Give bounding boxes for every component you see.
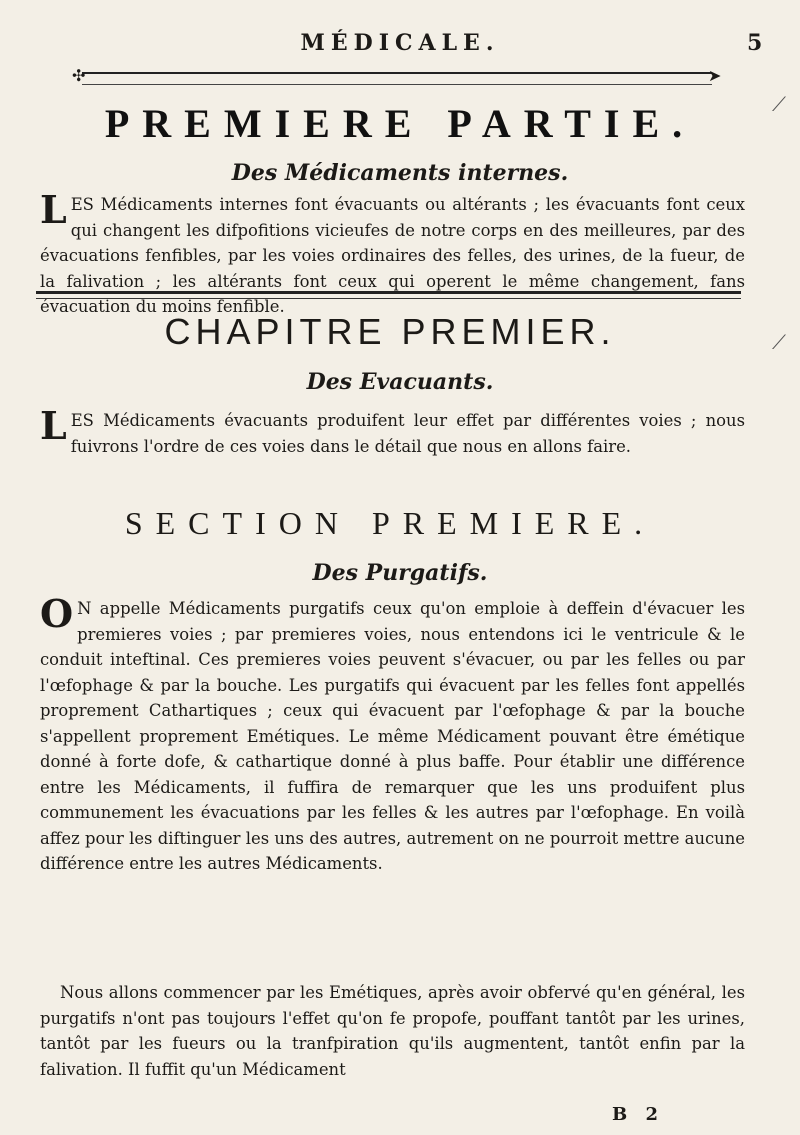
- section-text-2: Nous allons commencer par les Emétiques, après avoir obfervé qu'en général, les purgatifs n'ont pas toujours l'effet qu'on fe propofe, pouffant tantôt par les urines, tantôt par les fueurs ou la tranfpiration qu'ils augmentent, tantôt enfin par la falivation. Il fuffit qu'un Médicament: [40, 983, 745, 1079]
- section-paragraph-2: [40, 980, 745, 1082]
- section-title: SECTION PREMIERE.: [124, 505, 656, 541]
- ornament-right-icon: ➤: [708, 66, 722, 85]
- intro-subtitle: Des Médicaments internes.: [231, 160, 569, 186]
- section-subtitle: Des Purgatifs.: [312, 560, 488, 586]
- intro-paragraph: [40, 187, 745, 320]
- section-dropcap: O: [40, 591, 74, 636]
- margin-mark-icon: ⟋: [772, 92, 786, 116]
- part-title: PREMIERE PARTIE.: [104, 101, 696, 146]
- chapter-divider-rule: [36, 291, 741, 299]
- running-head: MÉDICALE.: [300, 30, 500, 56]
- margin-mark-icon: ⟋: [772, 330, 786, 354]
- section-text-1: N appelle Médicaments purgatifs ceux qu'on emploie à deffein d'évacuer les premieres voies ; par premieres voies, nous entendons ici le ventricule & le conduit inteftinal. Ces premieres voies peuvent s'évacuer, ou par les felles ou par l'œfophage & par la bouche. Les purgatifs qui évacuent par les felles font appellés proprement Cathartiques ; ceux qui évacuent par l'œfophage & par la bouche s'appellent proprement Emétiques. Le même Médicament pouvant être émétique donné à forte dofe, & cathartique donné à plus baffe. Pour établir une différence entre les Médicaments, il fuffira de remarquer que les uns produifent plus communement les évacuations par les felles & les autres par l'œfophage. En voilà affez pour les diftinguer les uns des autres, autrement on ne pourroit mettre aucune différence entre les autres Médicaments.: [40, 599, 745, 873]
- chapter-paragraph: [40, 403, 745, 459]
- catchword: B 2: [612, 1104, 665, 1125]
- ornament-left-icon: ✣: [72, 66, 86, 85]
- header-ornament-rule: [82, 72, 712, 85]
- page-number: 5: [747, 30, 763, 56]
- chapter-dropcap: L: [40, 403, 67, 448]
- intro-text: ES Médicaments internes font évacuants ou altérants ; les évacuants font ceux qui changent les difpofitions vicieufes de notre corps en des meilleures, par des évacuations fenfibles, par les voies ordinaires des felles, des urines, de la fueur, de la falivation ; les altérants font ceux qui operent le même changement, fans évacuation du moins fenfible.: [40, 195, 745, 316]
- section-paragraph-1: [40, 591, 745, 877]
- chapter-subtitle: Des Evacuants.: [306, 369, 494, 395]
- intro-dropcap: L: [40, 187, 67, 232]
- chapter-text: ES Médicaments évacuants produifent leur effet par différentes voies ; nous fuivrons l'ordre de ces voies dans le détail que nous en allons faire.: [70, 411, 745, 456]
- chapter-title: CHAPITRE PREMIER.: [164, 311, 616, 352]
